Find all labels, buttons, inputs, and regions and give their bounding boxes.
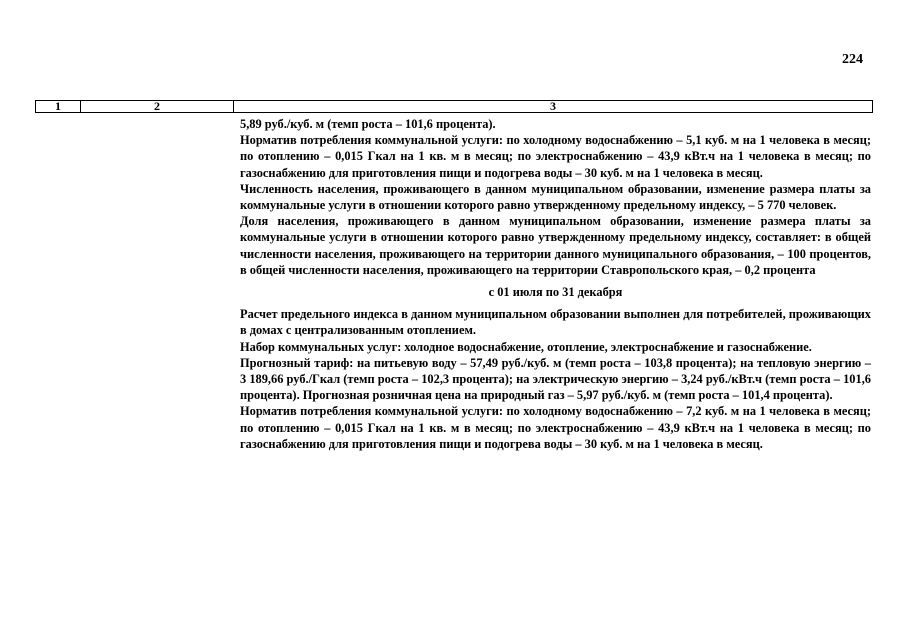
- paragraph: Расчет предельного индекса в данном муниципальном образовании выполнен для потребителей, проживающих в домах с централизованным отоплением.: [240, 307, 871, 338]
- paragraph: Доля населения, проживающего в данном муниципальном образовании, изменение размера платы за коммунальные услуги в отношении которого равно утвержденному предельному индексу, составляет: в общей численности населения, проживающего на территории данного муниципального образования, – 100 процентов, в общей численности населения, проживающего на территории Ставропольского края, – 0,2 процента: [240, 214, 871, 277]
- page-number: 224: [842, 52, 863, 67]
- table-header-row: [35, 100, 873, 113]
- section-subheading: с 01 июля по 31 декабря: [488, 285, 623, 300]
- paragraph: Норматив потребления коммунальной услуги: по холодному водоснабжению – 5,1 куб. м на 1 человека в месяц; по отоплению – 0,015 Гкал на 1 кв. м в месяц; по электроснабжению – 43,9 кВт.ч на 1 человека в месяц; по газоснабжению для приготовления пищи и подогрева воды – 30 куб. м на 1 человека в месяц.: [240, 133, 871, 180]
- column-header-2: 2: [81, 101, 234, 112]
- paragraph: 5,89 руб./куб. м (темп роста – 101,6 процента).: [240, 117, 496, 131]
- column-header-1: 1: [36, 101, 81, 112]
- document-body: [240, 116, 871, 452]
- column-header-3: 3: [550, 99, 556, 113]
- paragraph: Норматив потребления коммунальной услуги: по холодному водоснабжению – 7,2 куб. м на 1 человека в месяц; по отоплению – 0,015 Гкал на 1 кв. м в месяц; по электроснабжению – 43,9 кВт.ч на 1 человека в месяц; по газоснабжению для приготовления пищи и подогрева воды – 30 куб. м на 1 человека в месяц.: [240, 404, 871, 451]
- paragraph: Численность населения, проживающего в данном муниципальном образовании, изменение размера платы за коммунальные услуги в отношении которого равно утвержденному предельному индексу, – 5 770 человек.: [240, 181, 871, 213]
- paragraph: Прогнозный тариф: на питьевую воду – 57,49 руб./куб. м (темп роста – 103,8 процента); на тепловую энергию – 3 189,66 руб./Гкал (темп роста – 102,3 процента); на электрическую энергию – 3,24 руб./кВт.ч (темп роста – 101,6 процента). Прогнозная розничная цена на природный газ – 5,97 руб./куб. м (темп роста – 101,4 процента).: [240, 355, 871, 403]
- paragraph: Набор коммунальных услуг: холодное водоснабжение, отопление, электроснабжение и газоснабжение.: [240, 339, 812, 354]
